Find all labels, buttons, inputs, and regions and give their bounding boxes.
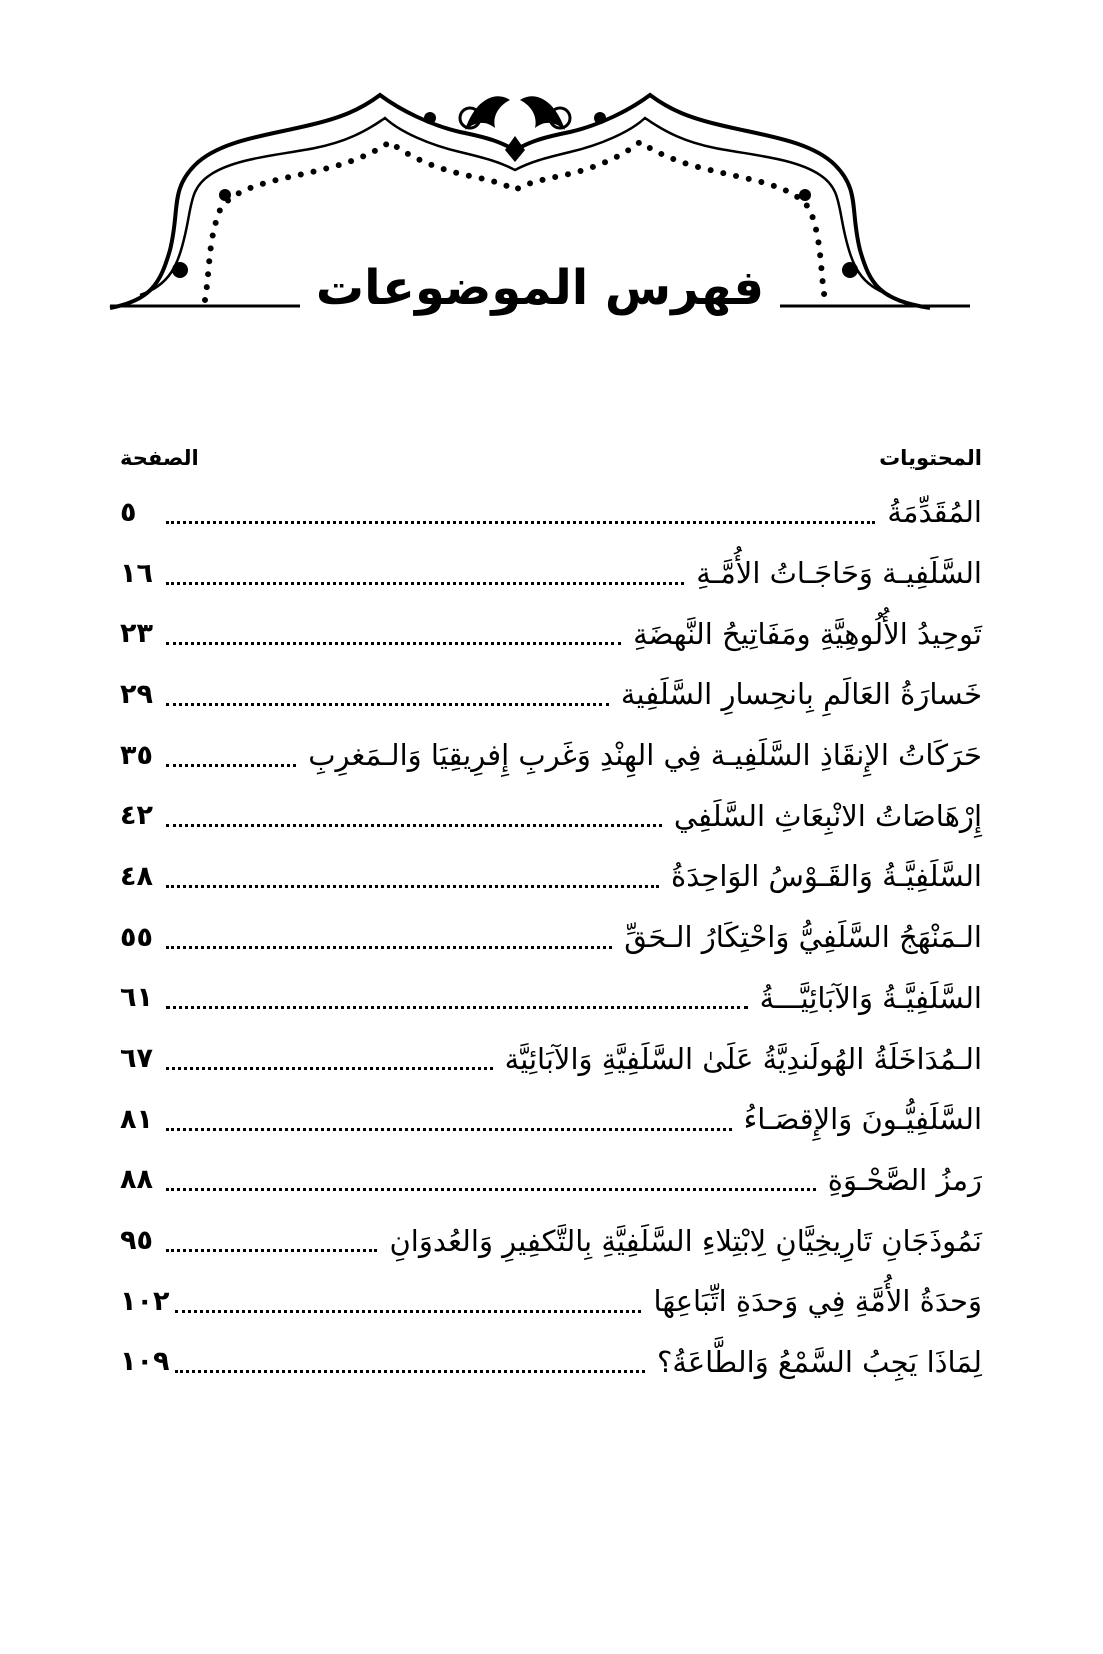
toc-entry-page-number: ٨٨ — [120, 1164, 153, 1196]
toc-entry-title: وَحدَةُ الأُمَّةِ فِي وَحدَةِ اتِّبَاعِهَا — [653, 1284, 982, 1319]
toc-entry-page-number: ٨١ — [120, 1103, 153, 1135]
toc-entry[interactable] — [120, 1332, 982, 1393]
dot-leader — [166, 824, 662, 827]
toc-entry-page-number: ٤٨ — [120, 860, 153, 892]
toc-entry-page-number: ٤٢ — [120, 800, 153, 832]
toc-entry[interactable] — [120, 846, 982, 907]
toc-entry[interactable] — [120, 664, 982, 725]
toc-entry-page-number: ٩٥ — [120, 1225, 153, 1257]
toc-entry-page-number: ٢٣ — [120, 618, 153, 650]
dot-leader — [166, 1188, 816, 1191]
toc-entry[interactable] — [120, 907, 982, 968]
toc-entry[interactable] — [120, 543, 982, 604]
toc-entry-page-number: ٣٥ — [120, 739, 153, 771]
dot-leader — [166, 885, 659, 888]
toc-entry-page-number: ٥٥ — [120, 921, 153, 953]
dot-leader — [166, 703, 609, 706]
toc-entry-title: رَمزُ الصَّحْـوَةِ — [827, 1162, 982, 1197]
toc-entry-page-number: ٦٧ — [120, 1043, 153, 1075]
toc-entry-page-number: ١٦ — [120, 557, 153, 589]
toc-entry[interactable] — [120, 725, 982, 786]
toc-entry-title: السَّلَفِيُّـونَ وَالإِقصَـاءُ — [743, 1102, 982, 1137]
toc-entry-title: الـمُدَاخَلَةُ الهُولَندِيَّةُ عَلَىٰ السَّلَفِيَّةِ وَالآبَائِيَّة — [504, 1041, 982, 1076]
toc-entry-page-number: ٥ — [120, 496, 137, 528]
toc-entry-title: السَّلَفِيَّـةُ وَالقَـوْسُ الوَاحِدَةُ — [671, 859, 982, 894]
toc-entry-title: الـمَنْهَجُ السَّلَفِيُّ وَاحْتِكَارُ الـحَقِّ — [624, 920, 982, 955]
toc-entry[interactable] — [120, 1089, 982, 1150]
toc-entry-title: نَمُوذَجَانِ تَارِيخِيَّانِ لِابْتِلاءِ السَّلَفِيَّةِ بِالتَّكفِيرِ وَالعُدوَانِ — [389, 1223, 982, 1258]
toc-entry-page-number: ١٠٢ — [120, 1285, 170, 1317]
dot-leader — [166, 946, 612, 949]
toc-entry-title: المُقَدِّمَةُ — [887, 495, 982, 530]
dot-leader — [175, 1370, 644, 1373]
toc-entry[interactable] — [120, 603, 982, 664]
toc-entry[interactable] — [120, 785, 982, 846]
toc-entry[interactable] — [120, 482, 982, 543]
toc-entry-title: السَّلَفِيـة وَحَاجَـاتُ الأُمَّـةِ — [696, 556, 982, 591]
contents-column-label: المحتويات — [879, 446, 982, 470]
toc-entry-title: خَسارَةُ العَالَمِ بِانحِسارِ السَّلَفِية — [620, 677, 982, 712]
dot-leader — [166, 582, 684, 585]
page-title: فهرس الموضوعات — [300, 248, 780, 328]
toc-entry-page-number: ٦١ — [120, 982, 153, 1014]
toc-entry[interactable] — [120, 1150, 982, 1211]
toc-entry-title: تَوحِيدُ الأُلُوهِيَّةِ ومَفَاتِيحُ النَّهضَةِ — [633, 616, 982, 651]
toc-entry-page-number: ٢٩ — [120, 678, 153, 710]
toc-header — [120, 440, 982, 476]
dot-leader — [166, 1249, 377, 1252]
toc-entry-page-number: ١٠٩ — [120, 1346, 170, 1378]
dot-leader — [175, 1310, 641, 1313]
dot-leader — [166, 764, 296, 767]
toc-entry-title: حَرَكَاتُ الإِنقَاذِ السَّلَفِيـة فِي الهِنْدِ وَغَربِ إِفرِيقِيَا وَالـمَغرِبِ — [308, 738, 982, 773]
toc-entry-title: لِمَاذَا يَجِبُ السَّمْعُ وَالطَّاعَةُ؟ — [656, 1344, 982, 1379]
toc-entry[interactable] — [120, 968, 982, 1029]
toc-entry[interactable] — [120, 1210, 982, 1271]
dot-leader — [166, 1067, 493, 1070]
dot-leader — [166, 1128, 732, 1131]
toc-entry-title: إِرْهَاصَاتُ الانْبِعَاثِ السَّلَفِي — [673, 798, 982, 833]
toc-entry[interactable] — [120, 1271, 982, 1332]
toc-list — [120, 482, 982, 1392]
dot-leader — [166, 642, 621, 645]
dot-leader — [166, 1006, 748, 1009]
toc-entry-title: السَّلَفِيَّـةُ وَالآبَائِيَّـــةُ — [759, 980, 982, 1015]
dot-leader — [166, 521, 875, 524]
toc-entry[interactable] — [120, 1028, 982, 1089]
page-column-label: الصفحة — [120, 446, 199, 470]
